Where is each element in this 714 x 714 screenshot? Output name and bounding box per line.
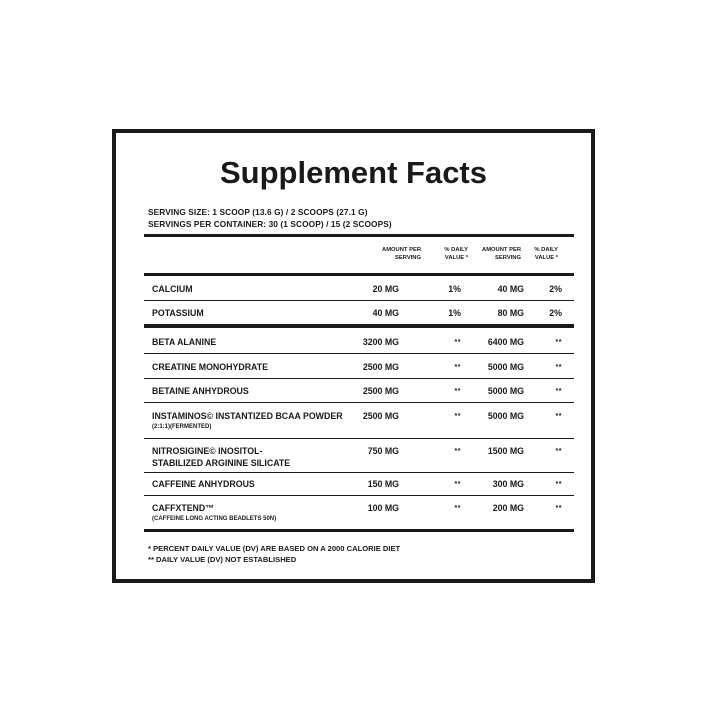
row-dv-1: ** (454, 413, 461, 420)
header-dv-2 (534, 246, 558, 262)
row-amount-2: 5000 MG (487, 362, 524, 372)
table-row-calcium (144, 284, 574, 296)
row-amount-1: 750 MG (367, 446, 399, 456)
header-amount-1-line2: SERVING (395, 255, 421, 261)
footnote-percent-dv: * PERCENT DAILY VALUE (DV) ARE BASED ON A 2000 CALORIE DIET (148, 544, 401, 553)
row-dv-2: ** (555, 505, 562, 512)
row-amount-2: 40 MG (497, 284, 524, 294)
header-amount-2-line2: SERVING (495, 255, 521, 261)
row-dv-1: ** (454, 388, 461, 395)
table-row-betaine (144, 386, 574, 398)
row-dv-2: ** (555, 388, 562, 395)
header-rule (144, 273, 574, 276)
top-rule (144, 234, 574, 237)
header-amount-2-line1: AMOUNT PER (482, 247, 521, 253)
row-dv-1: ** (454, 481, 461, 488)
row-dv-1: ** (454, 505, 461, 512)
row-amount-1: 20 MG (372, 284, 399, 294)
row-dv-2: 2% (549, 284, 562, 294)
footnotes (148, 543, 400, 565)
row-amount-2: 1500 MG (487, 446, 524, 456)
row-dv-2: ** (555, 448, 562, 455)
row-amount-1: 2500 MG (362, 386, 399, 396)
header-amount-2 (482, 246, 521, 262)
minerals-rule (144, 324, 574, 328)
footnote-dv-not-established: ** DAILY VALUE (DV) NOT ESTABLISHED (148, 555, 297, 564)
table-row-caffxtend (144, 503, 574, 527)
row-dv-2: ** (555, 364, 562, 371)
serving-info (148, 206, 392, 230)
row-dv-1: ** (454, 364, 461, 371)
row-dv-1: 1% (448, 284, 461, 294)
header-dv-1-line1: % DAILY (444, 247, 468, 253)
row-amount-1: 150 MG (367, 479, 399, 489)
row-divider (144, 353, 574, 354)
row-name: POTASSIUM (152, 308, 204, 318)
header-dv-1-line2: VALUE * (444, 255, 468, 261)
table-row-caffeine (144, 479, 574, 491)
row-subname: (2:1:1)(FERMENTED) (152, 424, 212, 430)
header-amount-1-line1: AMOUNT PER (382, 247, 421, 253)
row-subname: (CAFFEINE LONG ACTING BEADLETS 50N) (152, 516, 277, 522)
row-amount-1: 100 MG (367, 503, 399, 513)
row-divider (144, 472, 574, 473)
table-row-potassium (144, 308, 574, 320)
row-amount-2: 6400 MG (487, 337, 524, 347)
table-row-nitrosigine (144, 446, 574, 470)
row-divider (144, 438, 574, 439)
panel-title: Supplement Facts (220, 155, 487, 190)
row-amount-1: 2500 MG (362, 362, 399, 372)
row-amount-1: 3200 MG (362, 337, 399, 347)
row-name: CALCIUM (152, 284, 193, 294)
row-amount-2: 200 MG (492, 503, 524, 513)
row-dv-1: ** (454, 448, 461, 455)
row-dv-2: ** (555, 413, 562, 420)
row-name: CREATINE MONOHYDRATE (152, 362, 268, 372)
table-row-instaminos (144, 411, 574, 435)
header-dv-1 (444, 246, 468, 262)
row-name-line2: STABILIZED ARGININE SILICATE (152, 458, 291, 468)
row-amount-2: 300 MG (492, 479, 524, 489)
row-dv-2: ** (555, 339, 562, 346)
row-name: BETAINE ANHYDROUS (152, 386, 249, 396)
table-row-creatine (144, 362, 574, 374)
row-dv-1: 1% (448, 308, 461, 318)
row-divider (144, 378, 574, 379)
row-name: CAFFXTEND™ (152, 503, 215, 513)
row-dv-2: ** (555, 481, 562, 488)
row-amount-2: 5000 MG (487, 386, 524, 396)
serving-size: SERVING SIZE: 1 SCOOP (13.6 G) / 2 SCOOPS (27.1 G) (148, 207, 368, 217)
row-dv-2: 2% (549, 308, 562, 318)
row-name: NITROSIGINE© INOSITOL- (152, 446, 263, 456)
supplement-facts-panel (112, 129, 595, 583)
row-amount-2: 80 MG (497, 308, 524, 318)
row-amount-2: 5000 MG (487, 411, 524, 421)
row-divider (144, 495, 574, 496)
bottom-rule (144, 529, 574, 532)
row-amount-1: 40 MG (372, 308, 399, 318)
table-row-beta-alanine (144, 337, 574, 349)
row-divider (144, 402, 574, 403)
row-divider (144, 300, 574, 301)
row-name: INSTAMINOS© INSTANTIZED BCAA POWDER (152, 411, 343, 421)
header-amount-1 (382, 246, 421, 262)
header-dv-2-line2: VALUE * (534, 255, 558, 261)
header-dv-2-line1: % DAILY (534, 247, 558, 253)
row-name: BETA ALANINE (152, 337, 217, 347)
servings-per-container: SERVINGS PER CONTAINER: 30 (1 SCOOP) / 15 (2 SCOOPS) (148, 219, 392, 229)
row-dv-1: ** (454, 339, 461, 346)
row-name: CAFFEINE ANHYDROUS (152, 479, 255, 489)
row-amount-1: 2500 MG (362, 411, 399, 421)
